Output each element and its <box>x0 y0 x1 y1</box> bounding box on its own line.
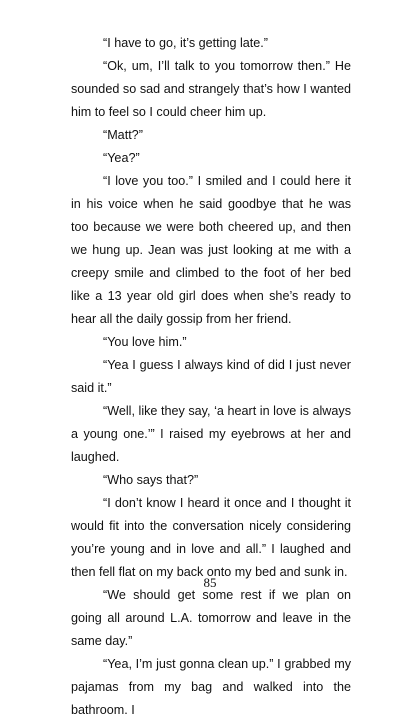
paragraph: “I don’t know I heard it once and I thought it would fit into the conversation nicely considering you’re young and in love and all.” I laughed and then fell flat on my back onto my bed and sunk in. <box>71 496 351 579</box>
paragraph: “You love him.” <box>103 335 187 349</box>
paragraph: “We should get some rest if we plan on going all around L.A. tomorrow and leave in the same day.” <box>71 588 351 648</box>
paragraph: “Well, like they say, ‘a heart in love is always a young one.’” I raised my eyebrows at her and laughed. <box>71 404 351 464</box>
paragraph: “I love you too.” I smiled and I could here it in his voice when he said goodbye that he was too because we were both cheered up, and then we hung up. Jean was just looking at me with a creepy smile and climbed to the foot of her bed like a 13 year old girl does when she’s ready to hear all the daily gossip from her friend. <box>71 174 351 326</box>
paragraph: “Yea, I’m just gonna clean up.” I grabbed my pajamas from my bag and walked into the bathroom. I <box>71 657 351 717</box>
page-number: 85 <box>203 575 217 590</box>
paragraph: “Matt?” <box>103 128 143 142</box>
paragraph: “I have to go, it’s getting late.” <box>103 36 268 50</box>
paragraph: “Yea?” <box>103 151 140 165</box>
body-text <box>71 32 351 722</box>
paragraph: “Ok, um, I’ll talk to you tomorrow then.” He sounded so sad and strangely that’s how I wanted him to feel so I could cheer him up. <box>71 59 351 119</box>
paragraph: “Who says that?” <box>103 473 199 487</box>
paragraph: “Yea I guess I always kind of did I just never said it.” <box>71 358 351 395</box>
